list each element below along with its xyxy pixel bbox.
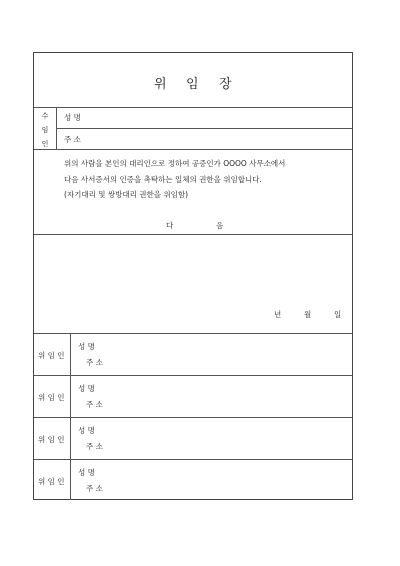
proxy-side-label (38, 109, 52, 151)
next-char-2: 음 (216, 221, 224, 230)
proxy-side-char-2: 임 (41, 126, 49, 134)
body-line-2: 다음 사서증서의 인증을 촉탁하는 일체의 권한을 위임합니다. (64, 175, 262, 184)
delegator-name-label: 성 명 (78, 426, 95, 435)
delegator-column-divider (70, 459, 71, 500)
delegator-label: 위 임 인 (38, 351, 65, 360)
date-month: 월 (304, 310, 312, 319)
divider-title (34, 107, 352, 108)
divider-body (34, 234, 352, 235)
proxy-address-label: 주 소 (64, 135, 81, 144)
delegator-name-label: 성 명 (78, 468, 95, 477)
delegator-column-divider (70, 417, 71, 459)
title-char-3: 장 (219, 77, 232, 92)
proxy-side-char-1: 수 (41, 112, 49, 120)
divider-delegator-3 (34, 459, 352, 460)
delegator-name-label: 성 명 (78, 342, 95, 351)
delegator-label: 위 임 인 (38, 477, 65, 486)
delegator-column-divider (70, 375, 71, 417)
proxy-name-label: 성 명 (64, 113, 81, 122)
delegator-address-label: 주 소 (86, 400, 103, 409)
title-char-1: 위 (154, 77, 167, 92)
divider-delegator-1 (34, 375, 352, 376)
delegator-label: 위 임 인 (38, 393, 65, 402)
delegator-address-label: 주 소 (86, 442, 103, 451)
proxy-side-char-3: 인 (41, 140, 49, 148)
power-of-attorney-form (33, 52, 353, 500)
delegator-column-divider (70, 333, 71, 375)
proxy-row-divider (56, 128, 352, 129)
title-char-2: 임 (186, 77, 199, 92)
delegator-address-label: 주 소 (86, 358, 103, 367)
delegator-name-label: 성 명 (78, 384, 95, 393)
divider-proxy (34, 149, 352, 150)
next-char-1: 다 (166, 221, 174, 230)
divider-delegator-2 (34, 417, 352, 418)
date-year: 년 (274, 310, 282, 319)
divider-date (34, 333, 352, 334)
delegator-label: 위 임 인 (38, 435, 65, 444)
date-day: 일 (334, 310, 342, 319)
delegator-address-label: 주 소 (86, 484, 103, 493)
body-line-3: (자기대리 및 쌍방대리 권한을 위임함) (64, 190, 189, 199)
body-line-1: 위의 사람을 본인의 대리인으로 정하여 공증인가 OOOO 사무소에서 (64, 159, 286, 168)
